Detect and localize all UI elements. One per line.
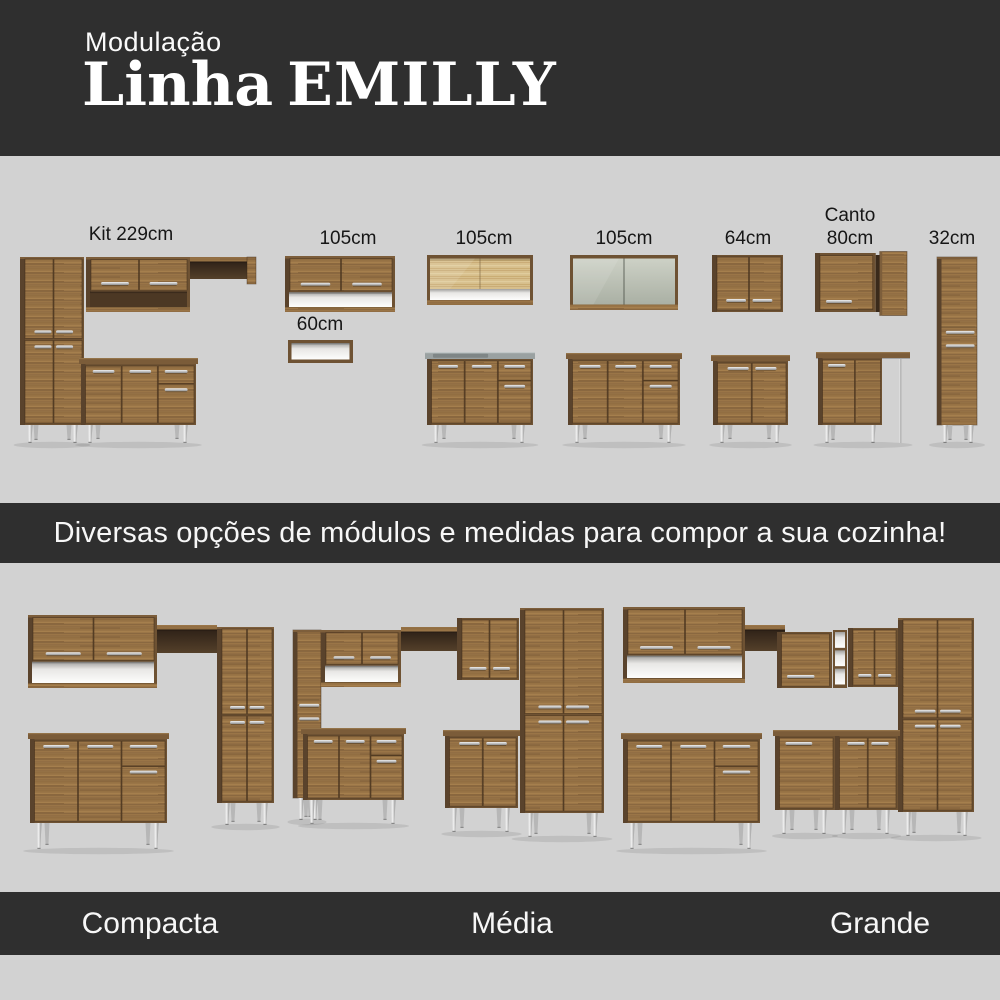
- banner-text: Diversas opções de módulos e medidas para compor a sua cozinha!: [53, 516, 947, 549]
- kitchen-grande: [616, 607, 981, 854]
- module-wall-64: [712, 255, 783, 312]
- label-glass-105: 105cm: [595, 228, 653, 249]
- label-box-60: 60cm: [296, 314, 344, 335]
- label-kit-229: Kit 229cm: [88, 224, 174, 245]
- module-canto-base-80: [814, 352, 913, 448]
- label-canto-line1: Canto: [824, 205, 876, 226]
- label-canto-line2: 80cm: [826, 227, 874, 249]
- module-sink-base-105: [422, 352, 539, 448]
- label-kitchen-media: Média: [471, 907, 553, 940]
- module-canto-wall-80: [815, 252, 907, 316]
- page-title: [82, 52, 557, 118]
- module-glasswood-105: [427, 255, 533, 305]
- title-word-linha: Linha: [82, 50, 274, 120]
- module-glass-105: [570, 255, 678, 310]
- module-tall-32: [929, 257, 985, 448]
- kitchen-media: [287, 608, 612, 842]
- header-kicker: Modulação: [85, 27, 222, 57]
- label-wall-64: 64cm: [724, 228, 772, 249]
- banner-band: [0, 503, 1000, 563]
- label-kitchen-compacta: Compacta: [81, 907, 219, 940]
- module-base-105: [562, 353, 685, 448]
- label-wall-105: 105cm: [319, 228, 377, 249]
- module-base-64: [709, 355, 792, 448]
- module-box-60: [288, 340, 353, 363]
- label-glasswood-105: 105cm: [455, 228, 513, 249]
- label-tall-32: 32cm: [928, 228, 976, 249]
- kitchens-illustration: [0, 565, 1000, 893]
- module-kit-229: [14, 257, 256, 448]
- module-wall-105: [285, 256, 395, 312]
- kitchen-compacta: [23, 615, 280, 854]
- label-kitchen-grande: Grande: [829, 907, 931, 940]
- title-word-emilly: EMILLY: [287, 50, 557, 120]
- header-band: [0, 0, 1000, 156]
